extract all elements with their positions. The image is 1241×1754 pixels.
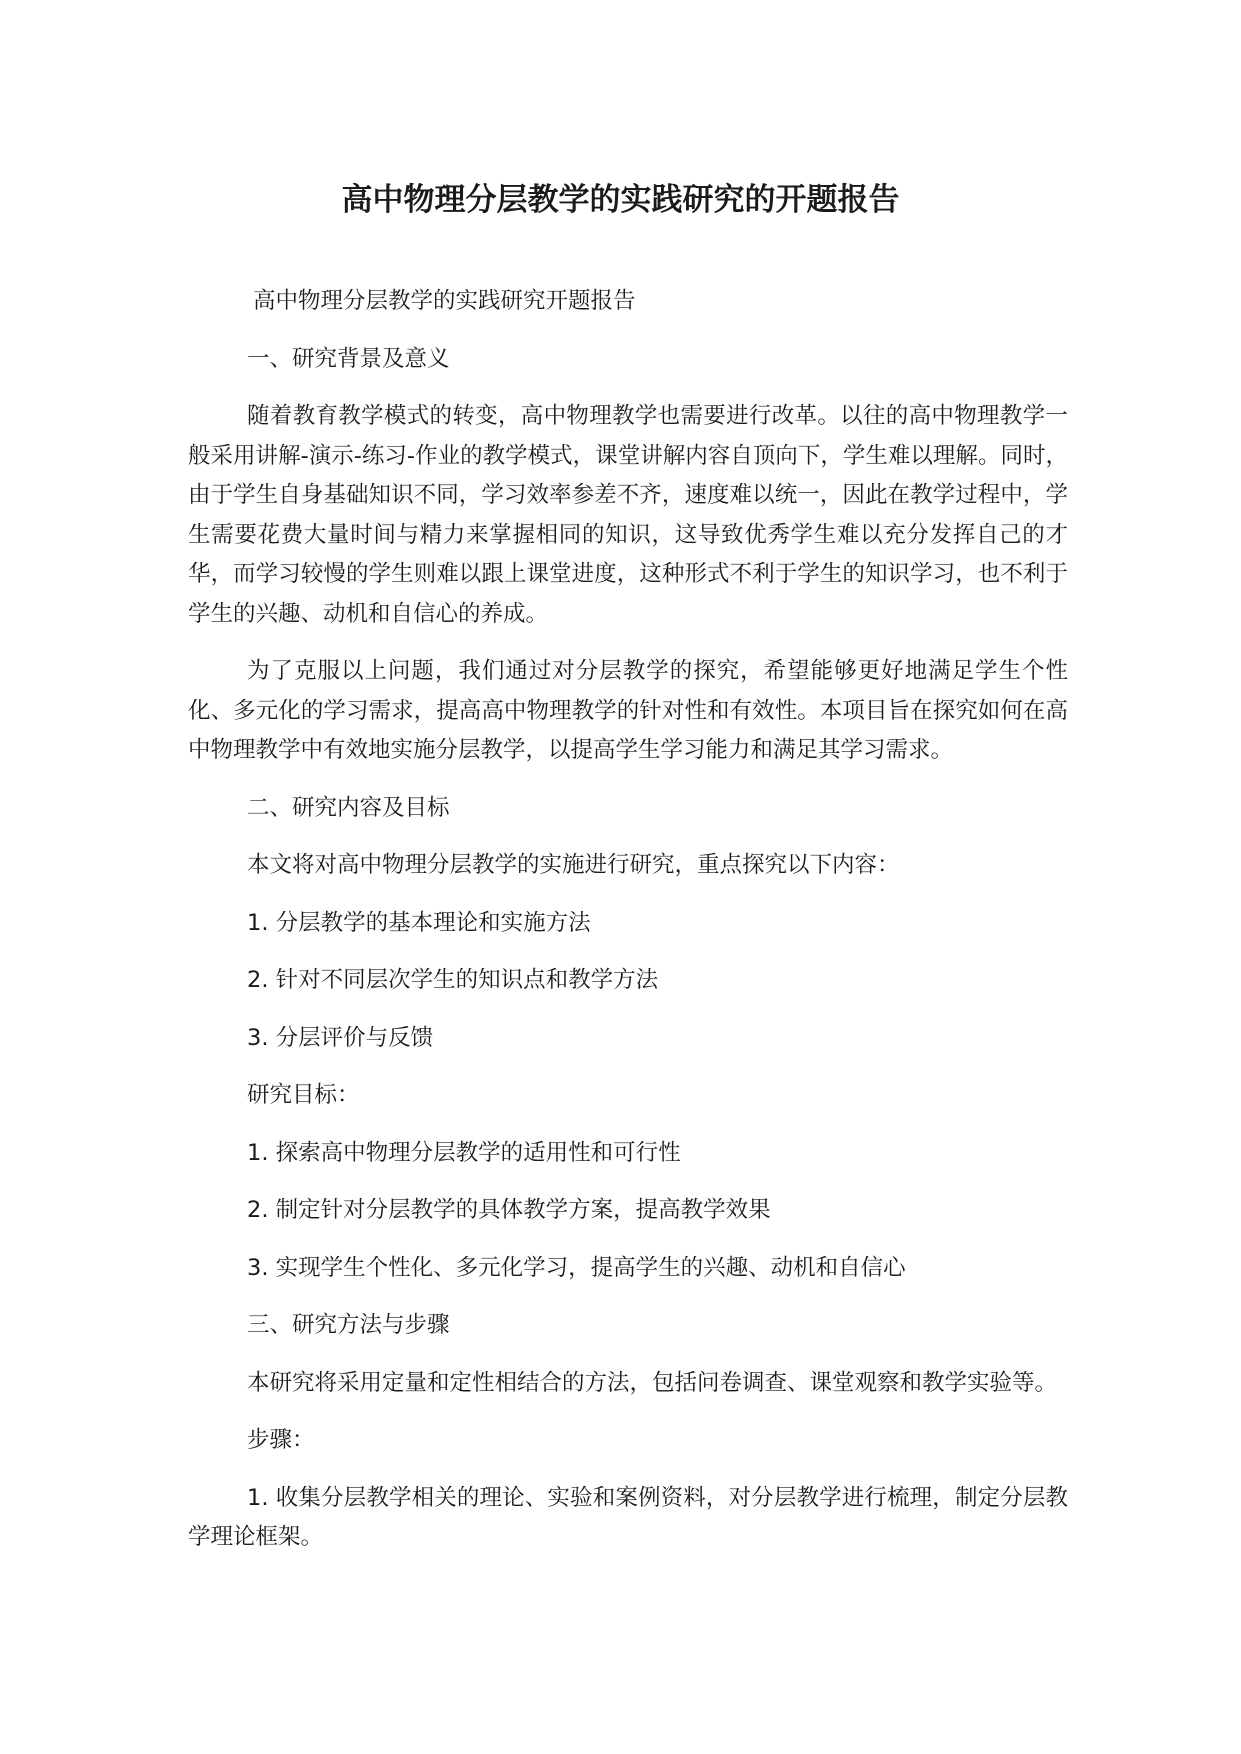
- list-item-content-1: 1. 分层教学的基本理论和实施方法: [247, 909, 591, 936]
- list-item-content-3: 3. 分层评价与反馈: [247, 1024, 434, 1051]
- section-heading-methods: 三、研究方法与步骤: [247, 1312, 450, 1338]
- section-heading-background: 一、研究背景及意义: [247, 345, 450, 372]
- paragraph-content-intro: 本文将对高中物理分层教学的实施进行研究，重点探究以下内容：: [247, 852, 900, 878]
- paragraph-background: 随着教育教学模式的转变，高中物理教学也需要进行改革。以往的高中物理教学一般采用讲解-演示-练习-作业的教学模式，课堂讲解内容自顶向下，学生难以理解。同时，由于学生自身基础知识不同，学习效率参差不齐，速度难以统一，因此在教学过程中，学生需要花费大量时间与精力来掌握相同的知识，这导致优秀学生难以充分发挥自己的才华，而学习较慢的学生则难以跟上课堂进度，这种形式不利于学生的知识学习，也不利于学生的兴趣、动机和自信心的养成。: [188, 403, 1068, 627]
- paragraph-methods: 本研究将采用定量和定性相结合的方法，包括问卷调查、课堂观察和教学实验等。: [247, 1369, 1058, 1396]
- document-title: 高中物理分层教学的实践研究的开题报告: [341, 182, 900, 218]
- document-body: [188, 282, 1068, 1576]
- list-item-goal-3: 3. 实现学生个性化、多元化学习，提高学生的兴趣、动机和自信心: [247, 1254, 906, 1281]
- paragraph-purpose: 为了克服以上问题，我们通过对分层教学的探究，希望能够更好地满足学生个性化、多元化的学习需求，提高高中物理教学的针对性和有效性。本项目旨在探究如何在高中物理教学中有效地实施分层教学，以提高学生学习能力和满足其学习需求。: [188, 658, 1068, 763]
- report-subtitle: 高中物理分层教学的实践研究开题报告: [253, 288, 636, 314]
- list-item-step-1: 1. 收集分层教学相关的理论、实验和案例资料，对分层教学进行梳理，制定分层教学理论框架。: [188, 1484, 1068, 1550]
- steps-label: 步骤：: [247, 1427, 315, 1453]
- section-heading-content: 二、研究内容及目标: [247, 794, 450, 821]
- list-item-goal-1: 1. 探索高中物理分层教学的适用性和可行性: [247, 1139, 681, 1166]
- list-item-content-2: 2. 针对不同层次学生的知识点和教学方法: [247, 967, 659, 993]
- list-item-goal-2: 2. 制定针对分层教学的具体教学方案，提高教学效果: [247, 1197, 771, 1223]
- goals-label: 研究目标：: [247, 1082, 360, 1108]
